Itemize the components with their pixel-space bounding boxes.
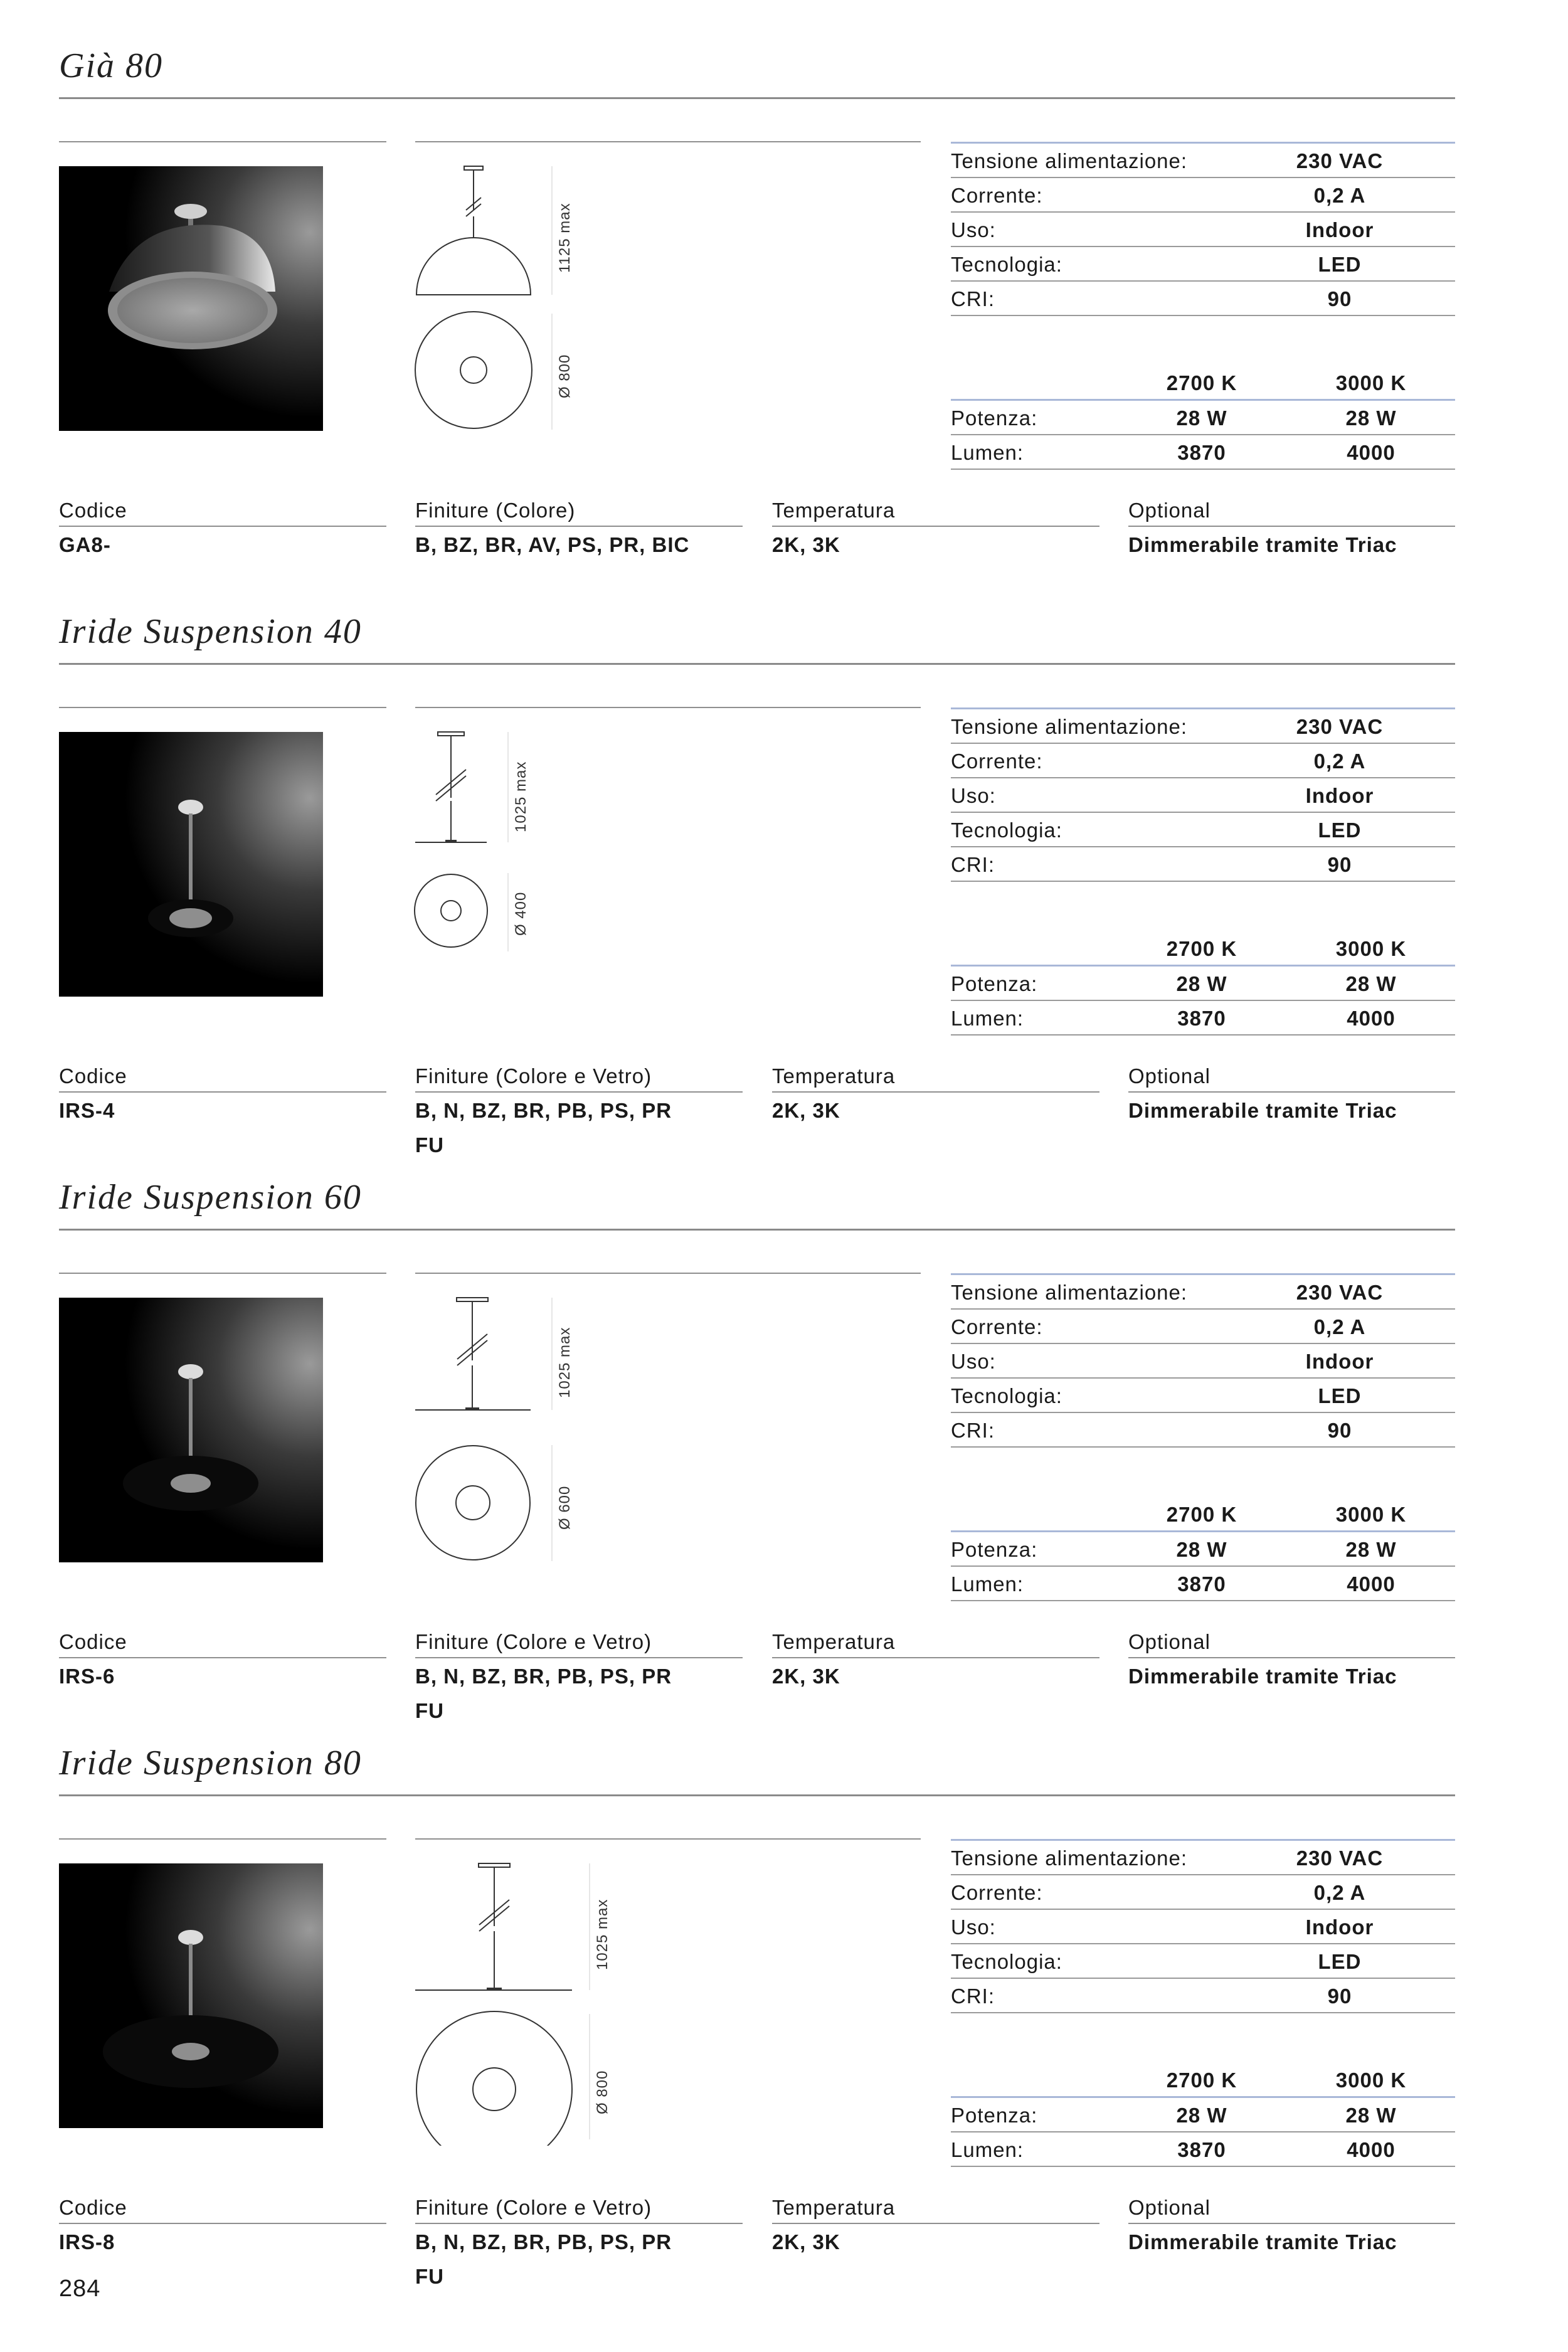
code-column: Codice IRS-4 [59,1061,386,1127]
product-title: Iride Suspension 40 [59,612,362,651]
product-code: IRS-6 [59,1665,115,1688]
product-title: Già 80 [59,46,163,85]
spec-row: Tensione alimentazione: 230 VAC [951,1839,1455,1875]
spec-row: CRI: 90 [951,1413,1455,1448]
spec-row: CRI: 90 [951,1979,1455,2013]
finish-column: Finiture (Colore e Vetro) B, N, BZ, BR, PB, PS, PR FU [415,1627,743,1727]
lumen-row: Lumen: 3870 4000 [951,2132,1455,2167]
spec-row: Uso: Indoor [951,1910,1455,1944]
temperature-column: Temperatura 2K, 3K [772,1061,1099,1127]
optional-column: Optional Dimmerabile tramite Triac [1128,1627,1455,1693]
code-column: Codice IRS-8 [59,2193,386,2259]
spec-row: Corrente: 0,2 A [951,1310,1455,1344]
power-row: Potenza: 28 W 28 W [951,1532,1455,1567]
finish-column: Finiture (Colore e Vetro) B, N, BZ, BR, PB, PS, PR FU [415,2193,743,2293]
drawing-rule [415,141,921,142]
diameter-dimension: Ø 600 [556,1485,573,1530]
spec-row: Tensione alimentazione: 230 VAC [951,1273,1455,1310]
spec-row: Corrente: 0,2 A [951,744,1455,778]
diameter-dimension: Ø 800 [594,2070,611,2114]
spec-row: Uso: Indoor [951,213,1455,247]
product-code: IRS-4 [59,1099,115,1122]
spec-row: Tecnologia: LED [951,247,1455,282]
diameter-dimension: Ø 400 [512,891,529,936]
code-column: Codice IRS-6 [59,1627,386,1693]
power-table [951,930,1455,1036]
power-header: 2700 K 3000 K [951,364,1455,401]
product-section [0,0,1568,564]
product-photo [59,732,323,997]
power-table [951,1495,1455,1601]
drawing-rule [415,1838,921,1840]
diameter-dimension: Ø 800 [556,354,573,398]
product-code: GA8- [59,533,111,556]
photo-rule [59,1273,386,1274]
spec-table [951,142,1455,316]
technical-drawing [408,1851,659,2146]
power-table [951,364,1455,470]
product-code: IRS-8 [59,2230,115,2254]
spec-row: Tecnologia: LED [951,1944,1455,1979]
spec-row: Tensione alimentazione: 230 VAC [951,142,1455,178]
product-photo [59,1863,323,2128]
drawing-rule [415,707,921,708]
photo-rule [59,141,386,142]
optional-column: Optional Dimmerabile tramite Triac [1128,1061,1455,1127]
product-photo [59,1298,323,1562]
spec-row: Corrente: 0,2 A [951,1875,1455,1910]
product-section [0,566,1568,1157]
product-photo [59,166,323,431]
finish-column: Finiture (Colore) B, BZ, BR, AV, PS, PR, BIC [415,495,743,563]
power-table [951,2061,1455,2167]
photo-rule [59,1838,386,1840]
spec-row: Uso: Indoor [951,778,1455,813]
spec-table [951,1839,1455,2013]
technical-drawing [408,154,659,448]
page-number: 284 [59,2275,101,2302]
optional-column: Optional Dimmerabile tramite Triac [1128,495,1455,561]
lumen-row: Lumen: 3870 4000 [951,1001,1455,1036]
title-divider [59,1794,1455,1796]
finish-column: Finiture (Colore e Vetro) B, N, BZ, BR, PB, PS, PR FU [415,1061,743,1162]
spec-row: Tecnologia: LED [951,1379,1455,1413]
temperature-column: Temperatura 2K, 3K [772,2193,1099,2259]
title-divider [59,97,1455,99]
power-header: 2700 K 3000 K [951,1495,1455,1532]
height-dimension: 1025 max [556,1327,573,1398]
lumen-row: Lumen: 3870 4000 [951,1567,1455,1601]
product-section [0,1697,1568,2288]
spec-row: Uso: Indoor [951,1344,1455,1379]
spec-table [951,1273,1455,1448]
product-title: Iride Suspension 60 [59,1178,362,1217]
optional-column: Optional Dimmerabile tramite Triac [1128,2193,1455,2259]
spec-row: Tecnologia: LED [951,813,1455,847]
power-header: 2700 K 3000 K [951,2061,1455,2098]
product-section [0,1131,1568,1722]
drawing-rule [415,1273,921,1274]
spec-row: CRI: 90 [951,282,1455,316]
temperature-column: Temperatura 2K, 3K [772,495,1099,561]
technical-drawing [408,719,659,1014]
height-dimension: 1025 max [512,761,529,832]
power-row: Potenza: 28 W 28 W [951,2098,1455,2132]
temperature-column: Temperatura 2K, 3K [772,1627,1099,1693]
power-header: 2700 K 3000 K [951,930,1455,967]
technical-drawing [408,1285,659,1580]
power-row: Potenza: 28 W 28 W [951,967,1455,1001]
product-title: Iride Suspension 80 [59,1744,362,1783]
title-divider [59,1229,1455,1231]
lumen-row: Lumen: 3870 4000 [951,435,1455,470]
height-dimension: 1025 max [594,1899,611,1970]
spec-row: Tensione alimentazione: 230 VAC [951,707,1455,744]
spec-row: Corrente: 0,2 A [951,178,1455,213]
height-dimension: 1125 max [556,203,573,273]
code-column: Codice GA8- [59,495,386,561]
spec-row: CRI: 90 [951,847,1455,882]
power-row: Potenza: 28 W 28 W [951,401,1455,435]
photo-rule [59,707,386,708]
spec-table [951,707,1455,882]
title-divider [59,663,1455,665]
